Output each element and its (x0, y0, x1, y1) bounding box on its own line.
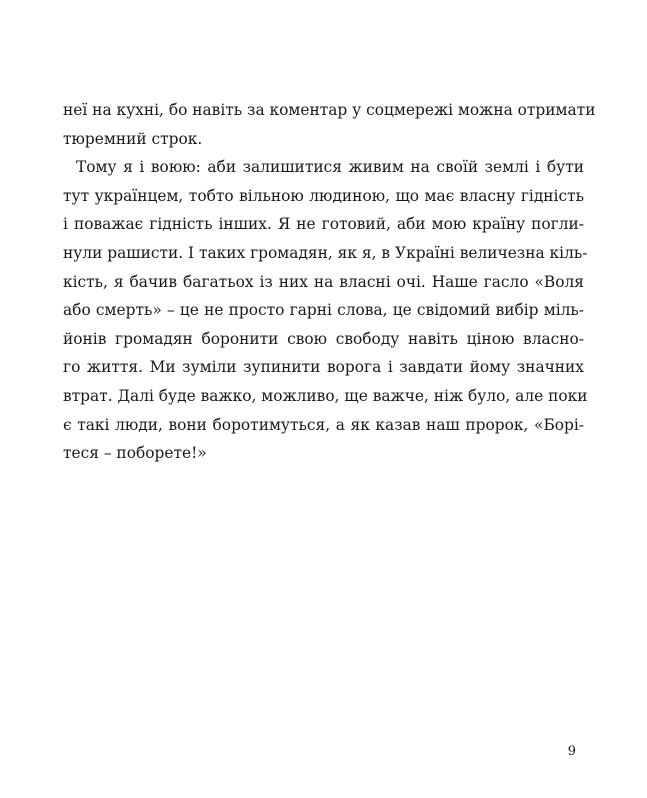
text-line-7: кість, я бачив багатьох із них на власні очі. Наше гасло «Воля (63, 272, 584, 291)
text-line-10: го життя. Ми зуміли зупинити ворога і завдати йому значних (63, 358, 584, 377)
text-line-3: Тому я і воюю: аби залишитися живим на своїй землі і бути (76, 158, 584, 177)
text-line-8: або смерть» – це не просто гарні слова, це свідомий вибір міль- (63, 301, 584, 320)
text-line-12: є такі люди, вони боротимуться, а як казав наш пророк, «Борі- (63, 415, 584, 434)
text-line-4: тут українцем, тобто вільною людиною, що має власну гідність (63, 186, 584, 205)
text-line-6: нули рашисти. І таких громадян, як я, в Україні величезна кіль- (63, 243, 588, 262)
text-line-11: втрат. Далі буде важко, можливо, ще важче, ніж було, але поки (63, 386, 588, 405)
text-line-9: йонів громадян боронити свою свободу навіть ціною власно- (63, 329, 584, 348)
text-line-1: неї на кухні, бо навіть за коментар у соцмережі можна отримати (63, 101, 596, 119)
text-line-2: тюремний строк. (63, 129, 203, 148)
body-text (63, 96, 596, 468)
page-number: 9 (567, 744, 576, 759)
text-line-13: теся – поборете!» (63, 444, 207, 463)
text-line-5: і поважає гідність інших. Я не готовий, аби мою країну погли- (63, 215, 584, 234)
